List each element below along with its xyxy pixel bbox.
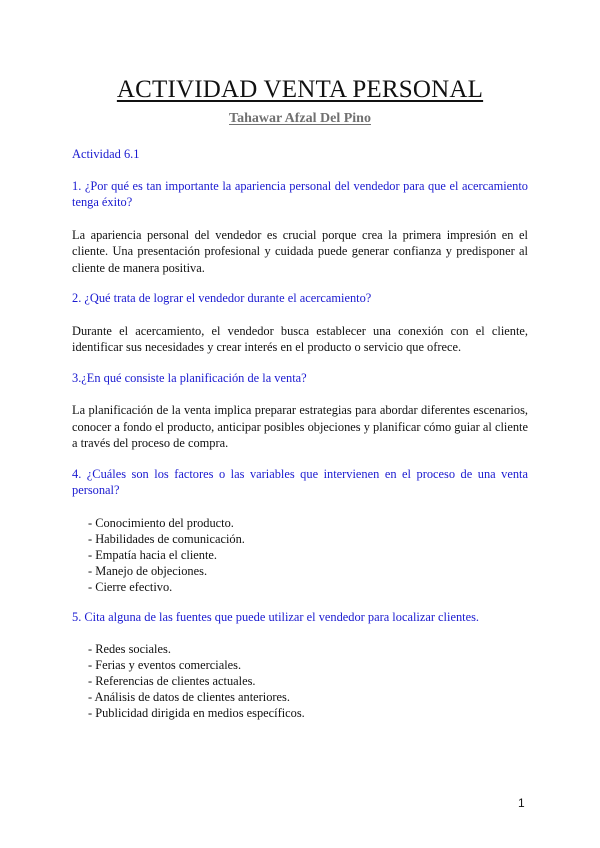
list-item: - Ferias y eventos comerciales. [88,658,242,672]
document-title: ACTIVIDAD VENTA PERSONAL [116,76,484,103]
answer-2: Durante el acercamiento, el vendedor busca establecer una conexión con el cliente, identificar sus necesidades y crear interés en el producto o servicio que ofrece. [72,323,528,354]
list-item: - Conocimiento del producto. [88,515,234,530]
list-item: - Empatía hacia el cliente. [88,547,218,562]
sources-list [88,641,528,721]
list-item: - Análisis de datos de clientes anteriores. [88,690,290,704]
question-2: 2. ¿Qué trata de lograr el vendedor durante el acercamiento? [72,291,372,305]
list-item: - Redes sociales. [88,642,171,656]
list-item: - Habilidades de comunicación. [88,531,245,546]
question-1: 1. ¿Por qué es tan importante la apariencia personal del vendedor para que el acercamiento tenga éxito? [72,178,528,209]
activity-label: Actividad 6.1 [72,147,140,161]
question-5: 5. Cita alguna de las fuentes que puede utilizar el vendedor para localizar clientes. [72,609,479,624]
document-body [72,146,528,735]
list-item: - Referencias de clientes actuales. [88,674,256,688]
page-number: 1 [518,796,525,810]
list-item: - Cierre efectivo. [88,579,173,594]
question-3: 3.¿En qué consiste la planificación de la venta? [72,370,307,385]
author-name: Tahawar Afzal Del Pino [229,111,371,126]
factors-list [88,515,528,595]
question-4: 4. ¿Cuáles son los factores o las variables que intervienen en el proceso de una venta personal? [72,466,528,497]
list-item: - Manejo de objeciones. [88,563,208,578]
answer-1: La apariencia personal del vendedor es crucial porque crea la primera impresión en el cliente. Una presentación profesional y cuidada puede generar confianza y predisponer al cliente de manera positiva. [72,227,528,275]
answer-3: La planificación de la venta implica preparar estrategias para abordar diferentes escenarios, conocer a fondo el producto, anticipar posibles objeciones y planificar cómo guiar al cliente a través del proceso de compra. [72,403,528,450]
list-item: - Publicidad dirigida en medios específicos. [88,706,305,720]
